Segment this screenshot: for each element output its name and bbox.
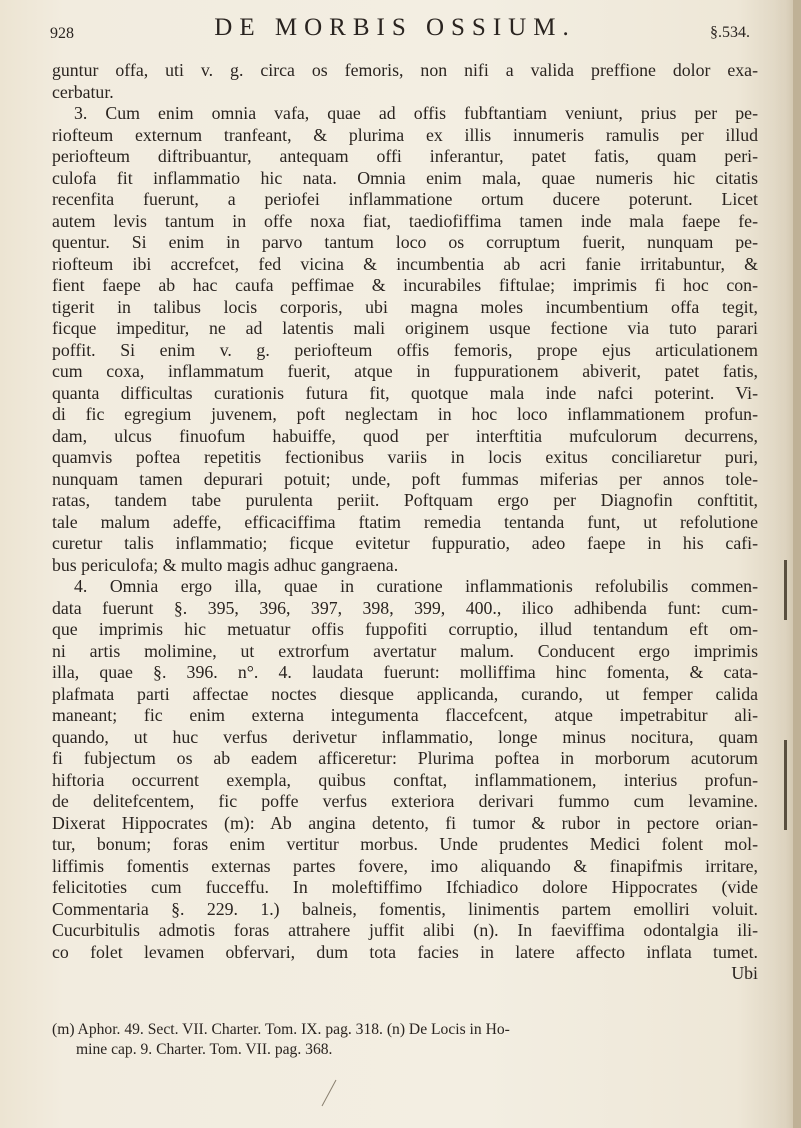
running-header (50, 12, 750, 52)
text-line: de delitefcentem, fic poffe verfus exteriora derivari fummo cum levamine. (52, 791, 758, 811)
footnote-line: (m) Aphor. 49. Sect. VII. Charter. Tom. IX. pag. 318. (n) De Locis in Ho- (52, 1021, 510, 1038)
text-line: dam, ulcus finuofum habuiffe, quod per interftitia mufculorum decurrens, (52, 425, 758, 446)
text-line: di fic egregium juvenem, poft neglectam in hoc loco inflammationem profun- (52, 404, 758, 424)
text-line: curetur talis inflammatio; ficque evitetur fuppuratio, adeo faepe in his cafi- (52, 533, 758, 553)
text-line: periofteum diftribuantur, antequam offi inferantur, patet fatis, quam peri- (52, 146, 758, 166)
text-line: culofa fit inflammatio hic nata. Omnia enim mala, quae numeris hic citatis (52, 167, 758, 188)
text-line: poffit. Si enim v. g. periofteum offis femoris, prope ejus articulationem (52, 339, 758, 360)
text-line: quando, ut huc verfus derivetur inflammatio, longe minus nocitura, quam (52, 726, 758, 747)
text-line: nunquam tamen depurari potuit; unde, poft fummas miferias per annos tole- (52, 468, 758, 489)
text-line: ratas, tandem tabe purulenta periit. Poftquam ergo per Diagnofin conftitit, (52, 490, 758, 510)
text-line: bus periculofa; & multo magis adhuc gangraena. (52, 554, 399, 575)
text-line: recenfita fuerunt, a periofei inflammatione ortum ducere poterunt. Licet (52, 189, 758, 209)
text-line: hiftoria occurrent exempla, quibus conftat, inflammationem, interius profun- (52, 769, 758, 790)
text-line: guntur offa, uti v. g. circa os femoris, non nifi a valida preffione dolor exa- (52, 60, 758, 80)
text-line: cum coxa, inflammatum fuerit, atque in fuppurationem abiverit, patet fatis, (52, 361, 758, 381)
text-line: tale malum adeffe, efficaciffima ftatim remedia tentanda funt, ut refolutione (52, 511, 758, 532)
text-line: fient faepe ab hac caufa peffimae & incurabiles fiftulae; imprimis fi hoc con- (52, 275, 758, 295)
text-line: 3. Cum enim omnia vafa, quae ad offis fubftantiam veniunt, prius per pe- (74, 103, 758, 123)
edge-mark (784, 740, 787, 830)
text-line: ficque impeditur, ne ad latentis mali originem usque fectione via tuto parari (52, 318, 758, 338)
body-text (52, 60, 758, 985)
text-line: cerbatur. (52, 81, 114, 102)
text-line: que imprimis hic metuatur offis fuppofiti corruptio, illud tentandum eft om- (52, 619, 758, 639)
text-line: liffimis fomentis externas partes fovere, imo aliquando & finapifmis irritare, (52, 855, 758, 876)
section-number: §.534. (710, 24, 750, 41)
text-line: data fuerunt §. 395, 396, 397, 398, 399, 400., ilico adhibenda funt: cum- (52, 597, 758, 618)
running-title: DE MORBIS OSSIUM. (214, 14, 576, 41)
edge-mark (784, 560, 787, 620)
stray-pen-mark (318, 1078, 340, 1108)
text-line: autem levis tantum in offe noxa fiat, taediofiffima tamen inde mala faepe fe- (52, 210, 758, 231)
text-line: tur, bonum; foras enim vertitur morbus. Unde prudentes Medici folent mol- (52, 834, 758, 854)
text-line: co folet levamen obfervari, dum tota facies in latere affecto inflata tumet. (52, 941, 758, 962)
text-line: plafmata parti affectae noctes diesque applicanda, curando, ut femper calida (52, 683, 758, 704)
page-edge-stain (793, 0, 801, 1128)
page-number: 928 (50, 25, 74, 42)
footnotes (52, 1020, 758, 1060)
text-line: 4. Omnia ergo illa, quae in curatione inflammationis refolubilis commen- (74, 576, 758, 596)
text-line: fi fubjectum os ab eadem afficeretur: Plurima poftea in morborum acutorum (52, 748, 758, 768)
text-line: ni artis molimine, ut extrorfum avertatur malum. Conducent ergo imprimis (52, 640, 758, 661)
text-line: tigerit in talibus locis corporis, ubi magna moles incumbentium offa tegit, (52, 296, 758, 317)
text-line: maneant; fic enim externa integumenta flaccefcent, atque impetrabitur ali- (52, 705, 758, 725)
footnote-line: mine cap. 9. Charter. Tom. VII. pag. 368. (76, 1041, 333, 1058)
text-line: quanta difficultas curationis futura fit, quotque mala inde nafci poterint. Vi- (52, 382, 758, 403)
text-line: illa, quae §. 396. n°. 4. laudata fuerunt: molliffima hinc fomenta, & cata- (52, 662, 758, 682)
text-line: quamvis poftea repetitis fectionibus variis in locis exitus conciliaretur puri, (52, 447, 758, 467)
text-line: Cucurbitulis admotis foras attrahere juffit alibi (n). In faeviffima odontalgia ili- (52, 920, 758, 940)
text-line: Ubi (731, 963, 758, 983)
text-line: riofteum externum tranfeant, & plurima ex illis innumeris ramulis per illud (52, 124, 758, 145)
text-line: Dixerat Hippocrates (m): Ab angina detento, fi tumor & rubor in pectore orian- (52, 812, 758, 833)
text-line: riofteum ibi accrefcet, fed vicina & incumbentia ab acri fanie irritabuntur, & (52, 253, 758, 274)
text-line: quentur. Si enim in parvo tantum loco os corruptum fuerit, nunquam pe- (52, 232, 758, 252)
text-line: felicitoties cum fucceffu. In moleftiffimo Ifchiadico dolore Hippocrates (vide (52, 877, 758, 897)
text-line: Commentaria §. 229. 1.) balneis, fomentis, linimentis partem emolliri voluit. (52, 898, 758, 919)
